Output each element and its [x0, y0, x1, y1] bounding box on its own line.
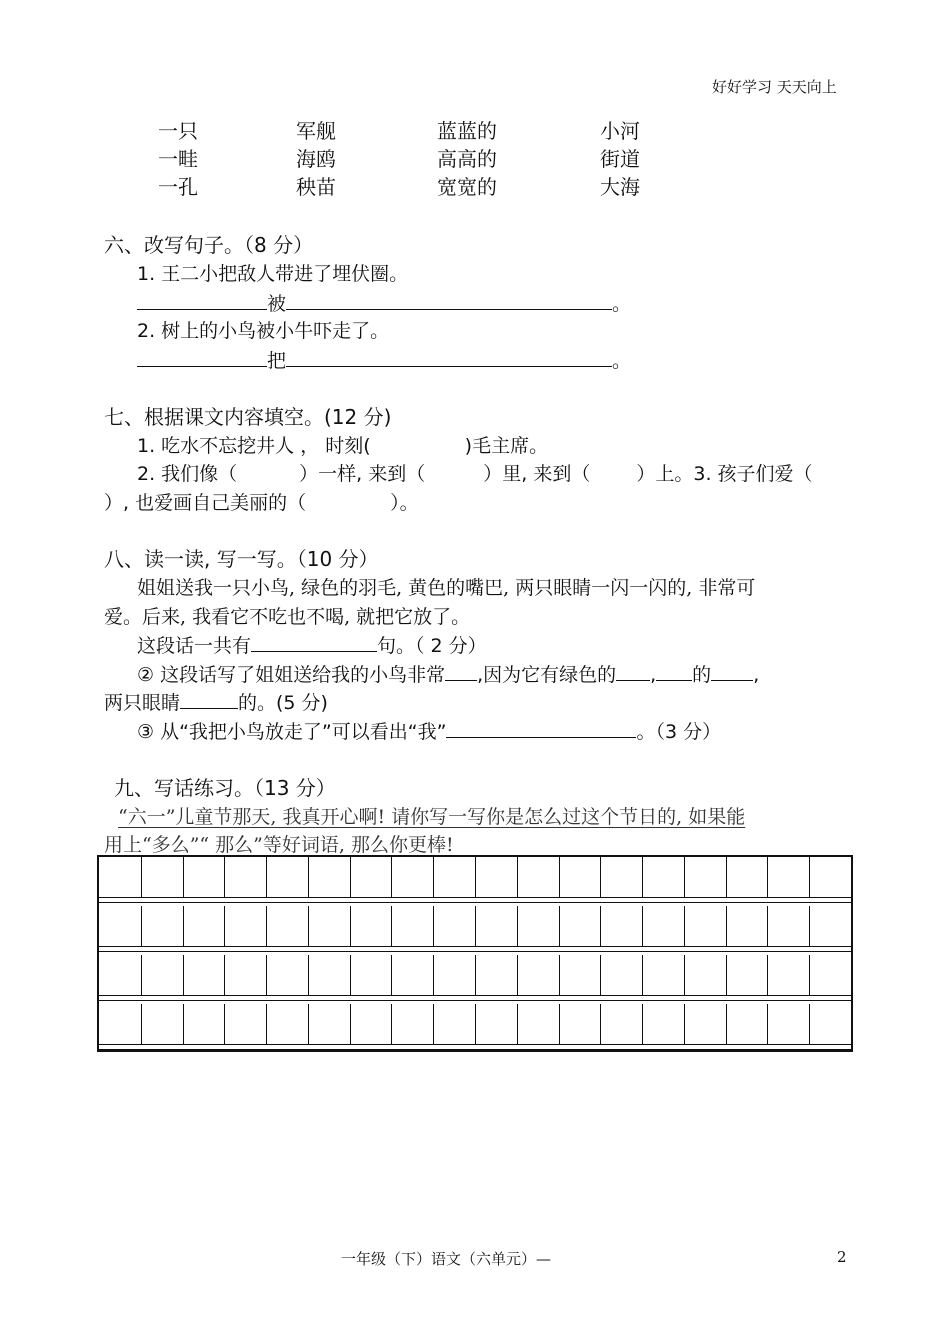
grid-cell[interactable] [517, 1004, 559, 1044]
grid-cell[interactable] [809, 906, 851, 946]
match-cell: 蓝蓝的 [437, 119, 497, 143]
grid-cell[interactable] [183, 955, 225, 995]
text: 2. 我们像（ [137, 463, 238, 485]
grid-cell[interactable] [99, 1004, 141, 1044]
answer-blank[interactable] [286, 289, 612, 310]
section7-q2 [137, 460, 813, 488]
section8-passage-line2: 爱。后来, 我看它不吃也不喝, 就把它放了。 [104, 606, 471, 628]
grid-cell[interactable] [391, 955, 433, 995]
header-motto: 好好学习 天天向上 [712, 78, 837, 96]
grid-cell[interactable] [684, 857, 726, 897]
grid-line [99, 902, 851, 903]
match-cell: 街道 [600, 147, 640, 171]
grid-line [99, 1044, 851, 1045]
text: 两只眼睛 [104, 692, 181, 714]
grid-line [99, 951, 851, 952]
text: ）上。3. 孩子们爱（ [636, 463, 813, 485]
grid-cell[interactable] [726, 906, 768, 946]
grid-cell[interactable] [266, 906, 308, 946]
section7-title: 七、根据课文内容填空。(12 分) [104, 405, 392, 429]
text: 1. 吃水不忘挖井人 ， 时刻( [137, 435, 371, 457]
match-cell: 小河 [600, 119, 640, 143]
grid-cell[interactable] [308, 857, 350, 897]
grid-cell[interactable] [350, 955, 392, 995]
end-mark: 。 [612, 350, 632, 372]
grid-cell[interactable] [559, 906, 601, 946]
match-cell: 大海 [600, 175, 640, 199]
grid-cell[interactable] [600, 1004, 642, 1044]
grid-row [99, 1004, 851, 1044]
grid-cell[interactable] [767, 1004, 809, 1044]
grid-cell[interactable] [600, 857, 642, 897]
grid-cell[interactable] [475, 906, 517, 946]
section9-prompt-line2: 用上“多么”“ 那么”等好词语, 那么你更棒! [104, 834, 454, 856]
answer-blank[interactable] [711, 660, 753, 681]
section7-q3 [104, 489, 419, 517]
grid-cell[interactable] [475, 857, 517, 897]
section8-q2 [137, 660, 759, 689]
section6-q1: 1. 王二小把敌人带进了埋伏圈。 [137, 263, 409, 285]
grid-cell[interactable] [726, 1004, 768, 1044]
text: 的。(5 分) [238, 692, 328, 714]
grid-cell[interactable] [433, 955, 475, 995]
grid-row [99, 857, 851, 897]
grid-cell[interactable] [475, 955, 517, 995]
grid-cell[interactable] [767, 857, 809, 897]
section6-q1-answer-line [137, 289, 631, 318]
grid-cell[interactable] [350, 1004, 392, 1044]
grid-cell[interactable] [684, 955, 726, 995]
section6-title: 六、改写句子。（8 分） [104, 233, 314, 257]
grid-cell[interactable] [809, 857, 851, 897]
match-cell: 高高的 [437, 147, 497, 171]
grid-cell[interactable] [183, 857, 225, 897]
answer-blank[interactable] [445, 660, 477, 681]
grid-cell[interactable] [350, 857, 392, 897]
grid-cell[interactable] [433, 1004, 475, 1044]
text: )毛主席。 [464, 435, 549, 457]
match-cell: 秧苗 [296, 175, 336, 199]
answer-blank[interactable] [616, 660, 650, 681]
grid-cell[interactable] [99, 955, 141, 995]
answer-blank[interactable] [137, 289, 267, 310]
grid-cell[interactable] [600, 955, 642, 995]
grid-row [99, 955, 851, 995]
grid-cell[interactable] [391, 1004, 433, 1044]
grid-cell[interactable] [141, 1004, 183, 1044]
section8-q1 [137, 631, 487, 660]
grid-cell[interactable] [350, 906, 392, 946]
keyword: 把 [267, 350, 287, 372]
grid-cell[interactable] [99, 906, 141, 946]
grid-cell[interactable] [517, 906, 559, 946]
grid-cell[interactable] [559, 955, 601, 995]
section6-q2: 2. 树上的小鸟被小牛吓走了。 [137, 320, 390, 342]
section6-q2-answer-line [137, 346, 631, 375]
grid-line [99, 1000, 851, 1001]
grid-cell[interactable] [308, 906, 350, 946]
answer-blank[interactable] [446, 717, 636, 738]
answer-blank[interactable] [656, 660, 692, 681]
match-cell: 一只 [158, 119, 198, 143]
grid-cell[interactable] [391, 857, 433, 897]
text: , [753, 664, 760, 686]
grid-cell[interactable] [183, 906, 225, 946]
grid-cell[interactable] [767, 906, 809, 946]
section7-q1 [137, 432, 548, 460]
answer-blank[interactable] [137, 346, 267, 367]
grid-line [99, 1049, 851, 1050]
answer-blank[interactable] [251, 631, 377, 652]
section8-passage-line1: 姐姐送我一只小鸟, 绿色的羽毛, 黄色的嘴巴, 两只眼睛一闪一闪的, 非常可 [137, 577, 756, 599]
answer-blank[interactable] [286, 346, 612, 367]
grid-row [99, 906, 851, 946]
grid-cell[interactable] [183, 1004, 225, 1044]
grid-cell[interactable] [266, 1004, 308, 1044]
grid-cell[interactable] [141, 857, 183, 897]
section8-q3 [137, 717, 721, 746]
section8-title: 八、读一读, 写一写。（10 分） [104, 547, 379, 571]
grid-cell[interactable] [308, 1004, 350, 1044]
text: ）里, 来到（ [483, 463, 591, 485]
grid-cell[interactable] [266, 955, 308, 995]
section9-title: 九、写话练习。（13 分） [114, 776, 336, 800]
text: ）一样, 来到（ [299, 463, 426, 485]
grid-cell[interactable] [684, 906, 726, 946]
text: 的 [692, 664, 712, 686]
grid-cell[interactable] [809, 955, 851, 995]
grid-cell[interactable] [559, 1004, 601, 1044]
grid-cell[interactable] [141, 955, 183, 995]
text: 。（3 分） [636, 721, 722, 743]
answer-blank[interactable] [180, 688, 238, 709]
grid-cell[interactable] [726, 955, 768, 995]
match-cell: 宽宽的 [437, 175, 497, 199]
grid-cell[interactable] [767, 955, 809, 995]
grid-cell[interactable] [726, 857, 768, 897]
section9-prompt-line1: “六一”儿童节那天, 我真开心啊! 请你写一写你是怎么过这个节日的, 如果能 [118, 806, 746, 828]
text: 句。（ 2 分） [377, 635, 487, 657]
grid-line [99, 897, 851, 898]
writing-grid [97, 855, 853, 1052]
text: ）。 [390, 492, 419, 514]
grid-cell[interactable] [475, 1004, 517, 1044]
match-cell: 一孔 [158, 175, 198, 199]
text: ③ 从“我把小鸟放走了”可以看出“我” [137, 721, 447, 743]
grid-cell[interactable] [642, 857, 684, 897]
footer-title: 一年级（下）语文（六单元）— [341, 1250, 552, 1268]
grid-cell[interactable] [224, 1004, 266, 1044]
grid-cell[interactable] [559, 857, 601, 897]
grid-cell[interactable] [809, 1004, 851, 1044]
grid-cell[interactable] [433, 857, 475, 897]
section8-q2-cont [104, 688, 328, 717]
grid-cell[interactable] [224, 955, 266, 995]
grid-cell[interactable] [642, 1004, 684, 1044]
text: ）, 也爱画自己美丽的（ [104, 492, 307, 514]
match-cell: 一畦 [158, 147, 198, 171]
keyword: 被 [267, 293, 287, 315]
grid-cell[interactable] [141, 906, 183, 946]
match-cell: 海鸥 [296, 147, 336, 171]
grid-line [99, 995, 851, 996]
grid-cell[interactable] [642, 955, 684, 995]
grid-cell[interactable] [517, 857, 559, 897]
grid-line [99, 946, 851, 947]
grid-cell[interactable] [224, 857, 266, 897]
text: ,因为它有绿色的 [477, 664, 617, 686]
text: , [650, 664, 657, 686]
grid-cell[interactable] [517, 955, 559, 995]
grid-cell[interactable] [684, 1004, 726, 1044]
page-number: 2 [837, 1248, 847, 1266]
text: 这段话一共有 [137, 635, 252, 657]
grid-cell[interactable] [308, 955, 350, 995]
text: ② 这段话写了姐姐送给我的小鸟非常 [137, 664, 446, 686]
grid-cell[interactable] [642, 906, 684, 946]
end-mark: 。 [612, 293, 632, 315]
grid-cell[interactable] [99, 857, 141, 897]
grid-cell[interactable] [224, 906, 266, 946]
grid-cell[interactable] [391, 906, 433, 946]
grid-cell[interactable] [600, 906, 642, 946]
grid-cell[interactable] [433, 906, 475, 946]
match-cell: 军舰 [296, 119, 336, 143]
grid-cell[interactable] [266, 857, 308, 897]
